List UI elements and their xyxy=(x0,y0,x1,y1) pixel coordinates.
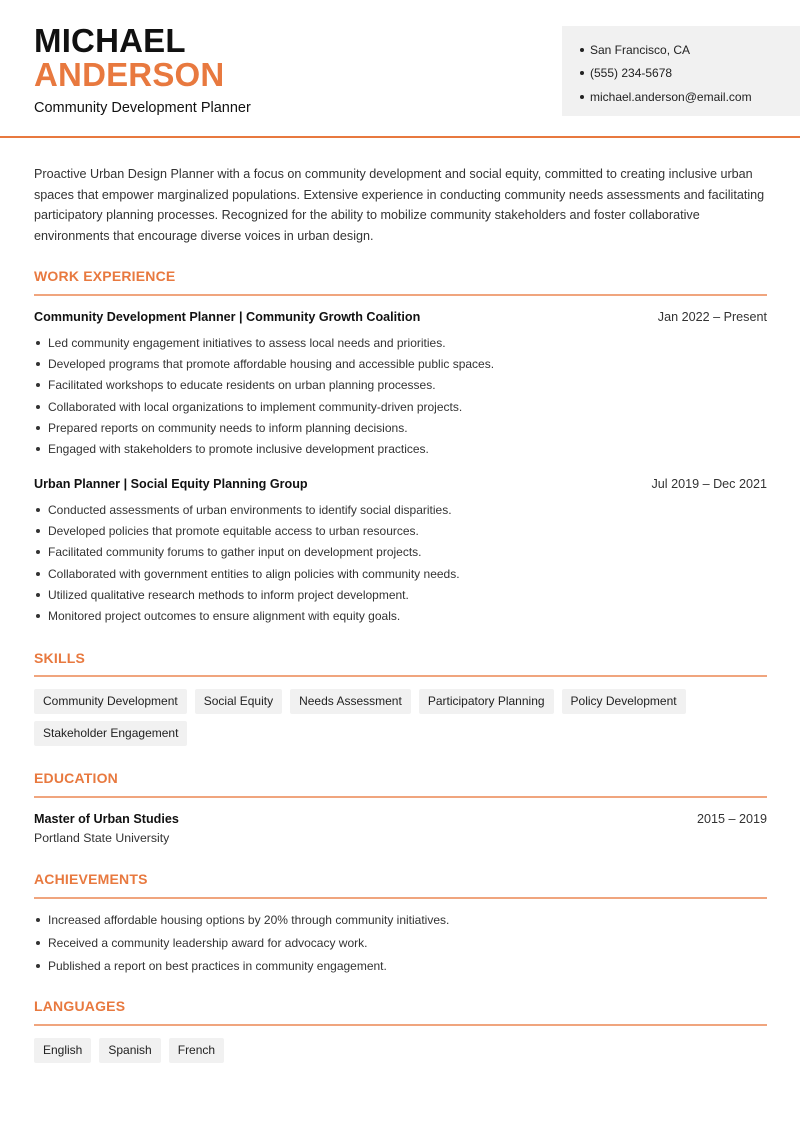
language-tags xyxy=(34,1038,767,1063)
achievement-bullets xyxy=(34,909,767,977)
skill-tag: Policy Development xyxy=(562,689,686,714)
school-name: Portland State University xyxy=(34,831,170,845)
bullet-icon xyxy=(580,48,584,52)
list-item: Increased affordable housing options by 20% through community initiatives. xyxy=(34,909,767,932)
list-item: Facilitated community forums to gather input on development projects. xyxy=(34,542,767,563)
job-role: Community Development Planner | Community Growth Coalition xyxy=(34,310,421,324)
section-title-work: WORK EXPERIENCE xyxy=(34,268,176,284)
section-title-achievements: ACHIEVEMENTS xyxy=(34,871,148,887)
list-item: Prepared reports on community needs to inform planning decisions. xyxy=(34,417,767,438)
skill-tag: Social Equity xyxy=(195,689,282,714)
contact-phone: (555) 234-5678 xyxy=(580,62,800,86)
list-item: Published a report on best practices in community engagement. xyxy=(34,954,767,977)
skill-tag: Needs Assessment xyxy=(290,689,411,714)
last-name: ANDERSON xyxy=(34,56,225,93)
bullet-icon xyxy=(36,941,40,945)
language-tag: Spanish xyxy=(99,1038,160,1063)
list-item: Conducted assessments of urban environments to identify social disparities. xyxy=(34,499,767,520)
contact-email: michael.anderson@email.com xyxy=(580,85,800,109)
bullet-icon xyxy=(580,95,584,99)
skill-tag: Community Development xyxy=(34,689,187,714)
list-item: Monitored project outcomes to ensure alignment with equity goals. xyxy=(34,605,767,626)
job-title: Community Development Planner xyxy=(34,100,251,116)
section-divider xyxy=(34,897,767,899)
section-title-skills: SKILLS xyxy=(34,650,85,666)
bullet-icon xyxy=(36,383,40,387)
section-divider xyxy=(34,796,767,798)
bullet-icon xyxy=(36,362,40,366)
bullet-icon xyxy=(36,405,40,409)
bullet-icon xyxy=(36,964,40,968)
section-title-education: EDUCATION xyxy=(34,770,118,786)
skill-tag: Participatory Planning xyxy=(419,689,554,714)
bullet-icon xyxy=(36,614,40,618)
list-item: Developed policies that promote equitable access to urban resources. xyxy=(34,520,767,541)
bullet-icon xyxy=(36,341,40,345)
bullet-icon xyxy=(36,918,40,922)
bullet-icon xyxy=(36,550,40,554)
contact-location: San Francisco, CA xyxy=(580,38,800,62)
list-item: Facilitated workshops to educate residents on urban planning processes. xyxy=(34,375,767,396)
bullet-icon xyxy=(36,593,40,597)
language-tag: French xyxy=(169,1038,224,1063)
summary-paragraph: Proactive Urban Design Planner with a focus on community development and social equity, committed to creating inclusive urban spaces that empower marginalized populations. Extensive experience in conducting community needs assessments and facilitating participatory planning processes. Recognized for the ability to mobilize community stakeholders and foster collaborative environments that encourage diverse voices in urban design. xyxy=(34,167,765,243)
skill-tag: Stakeholder Engagement xyxy=(34,721,187,746)
section-divider xyxy=(34,675,767,677)
bullet-icon xyxy=(36,426,40,430)
contact-box xyxy=(562,26,800,116)
list-item: Led community engagement initiatives to assess local needs and priorities. xyxy=(34,332,767,353)
first-name: MICHAEL xyxy=(34,22,186,59)
list-item: Collaborated with local organizations to implement community-driven projects. xyxy=(34,396,767,417)
job-bullets xyxy=(34,499,767,627)
job-dates: Jan 2022 – Present xyxy=(657,310,767,324)
resume-header xyxy=(0,0,800,138)
bullet-icon xyxy=(36,529,40,533)
job-header xyxy=(34,477,767,491)
list-item: Developed programs that promote affordable housing and accessible public spaces. xyxy=(34,353,767,374)
bullet-icon xyxy=(36,572,40,576)
education-row xyxy=(34,812,767,826)
section-title-languages: LANGUAGES xyxy=(34,998,126,1014)
education-dates: 2015 – 2019 xyxy=(696,812,767,826)
list-item: Utilized qualitative research methods to inform project development. xyxy=(34,584,767,605)
list-item: Engaged with stakeholders to promote inclusive development practices. xyxy=(34,438,767,459)
bullet-icon xyxy=(36,508,40,512)
job-dates: Jul 2019 – Dec 2021 xyxy=(651,477,767,491)
skills-tags xyxy=(34,689,767,746)
bullet-icon xyxy=(580,71,584,75)
job-bullets xyxy=(34,332,767,460)
section-divider xyxy=(34,294,767,296)
section-divider xyxy=(34,1024,767,1026)
language-tag: English xyxy=(34,1038,91,1063)
list-item: Received a community leadership award for advocacy work. xyxy=(34,932,767,955)
job-role: Urban Planner | Social Equity Planning Group xyxy=(34,477,308,491)
degree: Master of Urban Studies xyxy=(34,812,179,826)
list-item: Collaborated with government entities to align policies with community needs. xyxy=(34,563,767,584)
bullet-icon xyxy=(36,447,40,451)
job-header xyxy=(34,310,767,324)
